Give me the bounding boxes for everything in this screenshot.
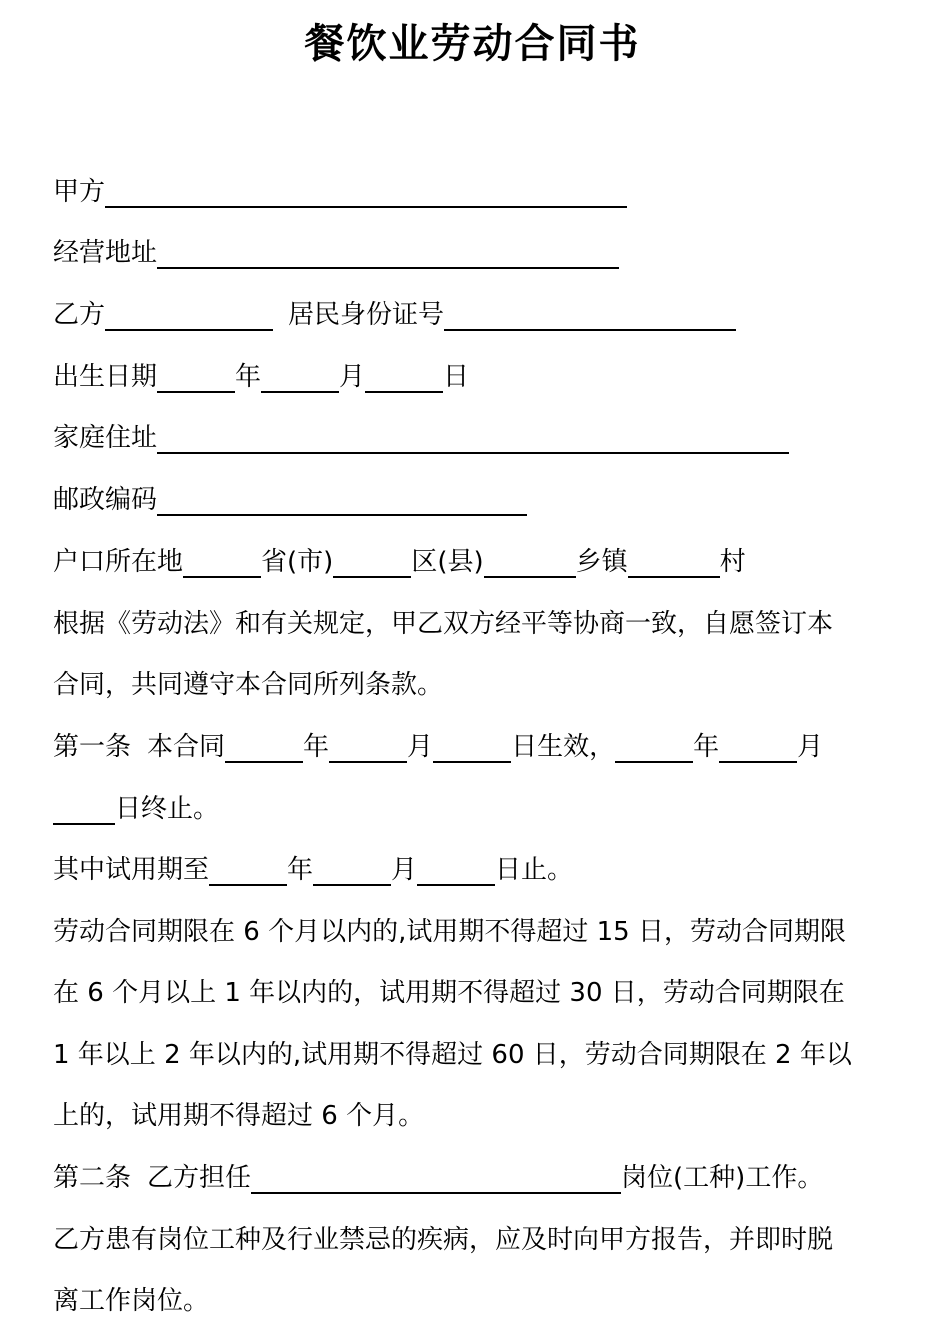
township-label: 乡镇 — [575, 547, 628, 577]
end-year-blank[interactable] — [615, 731, 693, 763]
probation-line — [53, 850, 573, 890]
province-label: 省(市) — [261, 547, 334, 577]
month-label: 月 — [339, 362, 366, 392]
business-address-blank[interactable] — [157, 237, 619, 269]
district-label: 区(县) — [411, 547, 484, 577]
probation-month-blank[interactable] — [313, 854, 391, 886]
end-month-blank[interactable] — [719, 731, 797, 763]
postal-code-label: 邮政编码 — [53, 485, 158, 515]
birth-date-label: 出生日期 — [53, 362, 158, 392]
postal-code-blank[interactable] — [157, 484, 527, 516]
article-2-suffix: 岗位(工种)工作。 — [621, 1163, 824, 1193]
start-day-blank[interactable] — [433, 731, 511, 763]
home-address-line — [53, 418, 789, 458]
business-address-label: 经营地址 — [53, 238, 158, 268]
probation-rule-line-4: 上的，试用期不得超过 6 个月。 — [53, 1101, 425, 1131]
district-blank[interactable] — [333, 546, 411, 578]
probation-year-blank[interactable] — [209, 854, 287, 886]
village-blank[interactable] — [628, 546, 720, 578]
disease-line-2: 离工作岗位。 — [53, 1286, 210, 1316]
month-label: 月 — [797, 732, 824, 762]
party-b-line — [53, 295, 736, 335]
article-2-line — [53, 1158, 823, 1198]
birth-year-blank[interactable] — [157, 361, 235, 393]
residence-label: 户口所在地 — [53, 547, 184, 577]
article-1-continued — [53, 789, 219, 829]
effective-label: 日生效， — [511, 732, 616, 762]
year-label: 年 — [693, 732, 720, 762]
id-number-label: 居民身份证号 — [288, 300, 445, 330]
postal-code-line — [53, 480, 527, 520]
id-number-blank[interactable] — [444, 299, 736, 331]
article-2-prefix: 乙方担任 — [147, 1163, 252, 1193]
start-month-blank[interactable] — [329, 731, 407, 763]
article-1-line — [53, 727, 823, 767]
birth-day-blank[interactable] — [365, 361, 443, 393]
article-1-prefix: 本合同 — [147, 732, 226, 762]
year-label: 年 — [303, 732, 330, 762]
position-blank[interactable] — [251, 1162, 621, 1194]
party-b-label: 乙方 — [53, 300, 106, 330]
probation-rule-line-3: 1 年以上 2 年以内的,试用期不得超过 60 日，劳动合同期限在 2 年以 — [53, 1040, 852, 1070]
probation-rule-line-1: 劳动合同期限在 6 个月以内的,试用期不得超过 15 日，劳动合同期限 — [53, 917, 846, 947]
probation-prefix: 其中试用期至 — [53, 855, 210, 885]
home-address-blank[interactable] — [157, 422, 789, 454]
home-address-label: 家庭住址 — [53, 423, 158, 453]
party-a-label: 甲方 — [53, 177, 106, 207]
province-blank[interactable] — [183, 546, 261, 578]
township-blank[interactable] — [484, 546, 576, 578]
end-label: 日终止。 — [115, 794, 220, 824]
party-a-line — [53, 172, 627, 212]
party-b-blank[interactable] — [105, 299, 273, 331]
village-label: 村 — [719, 547, 746, 577]
month-label: 月 — [391, 855, 418, 885]
intro-line-2: 合同，共同遵守本合同所列条款。 — [53, 670, 444, 700]
document-title: 餐饮业劳动合同书 — [304, 21, 641, 67]
residence-line — [53, 542, 746, 582]
party-a-blank[interactable] — [105, 176, 627, 208]
day-label: 日 — [443, 362, 470, 392]
business-address-line — [53, 233, 619, 273]
end-day-blank[interactable] — [53, 793, 115, 825]
article-2-label: 第二条 — [53, 1163, 132, 1193]
year-label: 年 — [287, 855, 314, 885]
disease-line-1: 乙方患有岗位工种及行业禁忌的疾病，应及时向甲方报告，并即时脱 — [53, 1225, 834, 1255]
birth-date-line — [53, 357, 469, 397]
start-year-blank[interactable] — [225, 731, 303, 763]
birth-month-blank[interactable] — [261, 361, 339, 393]
probation-rule-line-2: 在 6 个月以上 1 年以内的，试用期不得超过 30 日，劳动合同期限在 — [53, 978, 845, 1008]
intro-line-1: 根据《劳动法》和有关规定，甲乙双方经平等协商一致，自愿签订本 — [53, 609, 834, 639]
probation-day-blank[interactable] — [417, 854, 495, 886]
year-label: 年 — [235, 362, 262, 392]
article-1-label: 第一条 — [53, 732, 132, 762]
month-label: 月 — [407, 732, 434, 762]
probation-end-label: 日止。 — [495, 855, 574, 885]
